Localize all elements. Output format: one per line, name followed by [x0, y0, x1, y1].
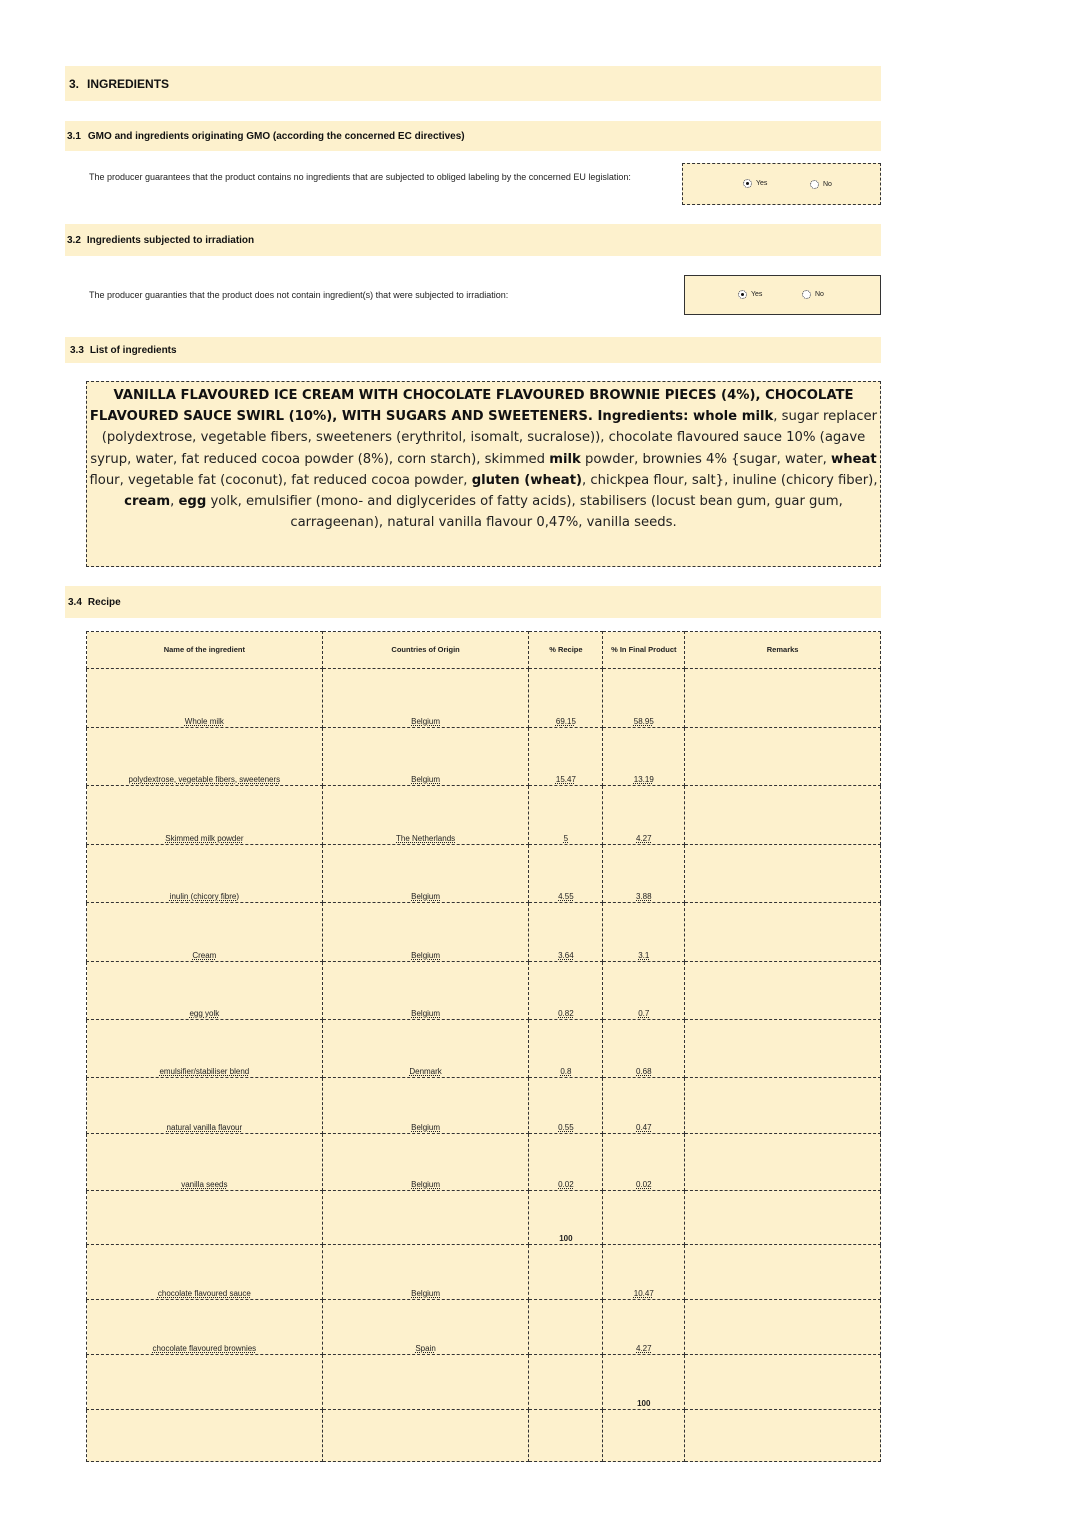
cell-value: 3.1: [638, 951, 650, 960]
cell-value: 3.64: [558, 951, 574, 960]
cell-origin[interactable]: [322, 1191, 529, 1245]
cell-recipe[interactable]: [529, 1191, 603, 1245]
cell-final[interactable]: [603, 1191, 685, 1245]
cell-value: 5: [563, 834, 569, 843]
cell-final[interactable]: [603, 728, 685, 786]
section-title: INGREDIENTS: [87, 76, 170, 91]
irradiation-yes-option[interactable]: [738, 290, 762, 299]
cell-value: inulin (chicory fibre): [169, 892, 240, 901]
ingredient-text-bold: cream: [124, 494, 171, 510]
cell-origin[interactable]: [322, 669, 529, 728]
cell-origin[interactable]: [322, 728, 529, 786]
irradiation-radio-group: [684, 275, 881, 315]
cell-origin[interactable]: [322, 1078, 529, 1134]
cell-origin[interactable]: [322, 962, 529, 1020]
cell-recipe[interactable]: [529, 728, 603, 786]
column-header-origin: Countries of Origin: [322, 632, 529, 669]
section-title: List of ingredients: [89, 344, 177, 356]
cell-value: 0.47: [636, 1123, 652, 1132]
cell-remarks[interactable]: [685, 786, 881, 845]
ingredient-text: ,: [170, 494, 179, 510]
section-3-2-header: [65, 224, 881, 256]
cell-value: chocolate flavoured sauce: [157, 1289, 251, 1298]
cell-remarks[interactable]: [685, 962, 881, 1020]
cell-name[interactable]: [87, 728, 323, 786]
gmo-yes-option[interactable]: [743, 179, 767, 188]
gmo-radio-group: [682, 163, 881, 205]
cell-value: 15.47: [555, 775, 576, 784]
cell-final[interactable]: [603, 1020, 685, 1078]
table-header-row: [87, 632, 881, 669]
cell-value: polydextrose, vegetable fibers, sweeteners: [128, 775, 281, 784]
table-row: [87, 903, 881, 962]
cell-value: 0.55: [558, 1123, 574, 1132]
cell-value: Belgium: [411, 1289, 441, 1298]
cell-value: Belgium: [411, 892, 441, 901]
radio-empty-icon[interactable]: [810, 180, 819, 189]
table-row: [87, 1355, 881, 1410]
section-3-4-header: [65, 586, 881, 618]
cell-recipe[interactable]: [529, 845, 603, 903]
ingredient-text-bold: VANILLA FLAVOURED ICE CREAM WITH CHOCOLATE FLAVOURED BROWNIE PIECES (4%), CHOCOLATE FLAVOURED SAUCE SWIRL (10%), WITH SUGARS AND SWEETENERS. Ingredients: whole milk: [89, 388, 854, 425]
table-row: [87, 1020, 881, 1078]
cell-recipe[interactable]: [529, 903, 603, 962]
radio-empty-icon[interactable]: [802, 290, 811, 299]
section-3-header: [65, 66, 881, 101]
cell-remarks[interactable]: [685, 1410, 881, 1462]
irradiation-no-option[interactable]: [802, 290, 824, 299]
ingredient-text: , chickpea flour, salt}, inuline (chicory fiber),: [582, 472, 878, 488]
cell-remarks[interactable]: [685, 1134, 881, 1191]
cell-value: Belgium: [411, 1009, 441, 1018]
section-number: 3.: [69, 76, 80, 91]
table-row: [87, 1410, 881, 1462]
table-row: [87, 786, 881, 845]
section-number: 3.2: [67, 234, 81, 246]
cell-remarks[interactable]: [685, 1078, 881, 1134]
column-header-remarks: Remarks: [685, 632, 881, 669]
table-row: [87, 1134, 881, 1191]
cell-origin[interactable]: [322, 786, 529, 845]
table-row: [87, 1078, 881, 1134]
cell-value: Spain: [415, 1344, 436, 1353]
cell-name[interactable]: [87, 1245, 323, 1300]
cell-final[interactable]: [603, 903, 685, 962]
cell-recipe[interactable]: [529, 1245, 603, 1300]
cell-origin[interactable]: [322, 1245, 529, 1300]
table-row: [87, 669, 881, 728]
cell-name[interactable]: [87, 1191, 323, 1245]
cell-remarks[interactable]: [685, 1020, 881, 1078]
cell-value: emulsifier/stabiliser blend: [159, 1067, 250, 1076]
ingredient-text-bold: milk: [549, 451, 581, 467]
cell-name[interactable]: [87, 1410, 323, 1462]
section-3-3-header: [65, 337, 881, 363]
cell-value: 69.15: [555, 717, 576, 726]
cell-final[interactable]: [603, 1355, 685, 1410]
radio-selected-icon[interactable]: [738, 290, 747, 299]
cell-recipe[interactable]: [529, 1020, 603, 1078]
cell-value: 100: [559, 1234, 573, 1243]
section-3-1-header: [65, 121, 881, 151]
cell-name[interactable]: [87, 1355, 323, 1410]
cell-remarks[interactable]: [685, 1300, 881, 1355]
cell-origin[interactable]: [322, 1300, 529, 1355]
cell-recipe[interactable]: [529, 1078, 603, 1134]
cell-value: chocolate flavoured brownies: [152, 1344, 257, 1353]
cell-name[interactable]: [87, 669, 323, 728]
cell-value: 0.68: [636, 1067, 652, 1076]
ingredient-text-bold: egg: [178, 494, 207, 510]
ingredient-text: yolk, emulsifier (mono- and diglycerides of fatty acids), stabilisers (locust bean gum, guar gum, carrageenan), natural vanilla flavour 0,47%, vanilla seeds.: [206, 494, 843, 531]
cell-final[interactable]: [603, 786, 685, 845]
cell-value: vanilla seeds: [181, 1180, 228, 1189]
cell-name[interactable]: [87, 962, 323, 1020]
cell-value: natural vanilla flavour: [166, 1123, 243, 1132]
cell-name[interactable]: [87, 1020, 323, 1078]
cell-origin[interactable]: [322, 1020, 529, 1078]
section-title: Recipe: [87, 596, 121, 608]
cell-value: Whole milk: [184, 717, 224, 726]
option-label: No: [823, 181, 832, 188]
cell-remarks[interactable]: [685, 1355, 881, 1410]
cell-value: Belgium: [411, 717, 441, 726]
cell-value: egg yolk: [189, 1009, 220, 1018]
cell-origin[interactable]: [322, 845, 529, 903]
cell-recipe[interactable]: [529, 1300, 603, 1355]
cell-remarks[interactable]: [685, 669, 881, 728]
cell-name[interactable]: [87, 903, 323, 962]
cell-value: 4.27: [636, 834, 652, 843]
cell-final[interactable]: [603, 1245, 685, 1300]
cell-remarks[interactable]: [685, 1191, 881, 1245]
cell-value: 0.82: [558, 1009, 574, 1018]
cell-recipe[interactable]: [529, 786, 603, 845]
cell-value: Belgium: [411, 951, 441, 960]
cell-value: The Netherlands: [396, 834, 456, 843]
cell-value: 4.27: [636, 1344, 652, 1353]
cell-remarks[interactable]: [685, 728, 881, 786]
cell-final[interactable]: [603, 1300, 685, 1355]
cell-name[interactable]: [87, 1134, 323, 1191]
cell-name[interactable]: [87, 1300, 323, 1355]
radio-selected-icon[interactable]: [743, 179, 752, 188]
table-row: [87, 962, 881, 1020]
cell-value: 0.8: [560, 1067, 572, 1076]
cell-final[interactable]: [603, 1078, 685, 1134]
section-number: 3.1: [67, 130, 81, 142]
cell-recipe[interactable]: [529, 1355, 603, 1410]
gmo-statement: The producer guarantees that the product contains no ingredients that are subjected to obliged labeling by the concerned EU legislation:: [89, 172, 631, 182]
cell-value: 100: [637, 1399, 651, 1408]
cell-name[interactable]: [87, 845, 323, 903]
cell-value: 58.95: [633, 717, 654, 726]
cell-remarks[interactable]: [685, 1245, 881, 1300]
ingredient-text: powder, brownies 4% {sugar, water,: [580, 451, 832, 467]
cell-value: Belgium: [411, 775, 441, 784]
option-label: No: [815, 291, 824, 298]
table-row: [87, 1300, 881, 1355]
option-label: Yes: [751, 291, 763, 298]
cell-value: Cream: [192, 951, 217, 960]
cell-value: 10.47: [633, 1289, 654, 1298]
cell-name[interactable]: [87, 1078, 323, 1134]
cell-value: Skimmed milk powder: [165, 834, 244, 843]
option-label: Yes: [756, 180, 768, 187]
cell-value: Denmark: [409, 1067, 442, 1076]
irradiation-statement: The producer guaranties that the product does not contain ingredient(s) that were subjected to irradiation:: [89, 290, 509, 300]
cell-value: 0.7: [638, 1009, 650, 1018]
section-title: GMO and ingredients originating GMO (according the concerned EC directives): [87, 130, 465, 142]
cell-remarks[interactable]: [685, 903, 881, 962]
cell-value: 4.55: [558, 892, 574, 901]
cell-final[interactable]: [603, 845, 685, 903]
recipe-table: [86, 631, 881, 1462]
ingredient-list-text[interactable]: [86, 381, 881, 567]
cell-final[interactable]: [603, 1410, 685, 1462]
cell-origin[interactable]: [322, 1134, 529, 1191]
ingredient-text: , sugar replacer (polydextrose, vegetable fibers, sweeteners (erythritol, isomalt, sucralose)), chocolate flavoured sauce 10% (agave syrup, water, fat reduced cocoa powder (8%), corn starch), skimmed: [90, 409, 878, 467]
gmo-no-option[interactable]: [810, 180, 832, 189]
column-header-name: Name of the ingredient: [87, 632, 323, 669]
section-number: 3.3: [70, 344, 84, 356]
cell-origin[interactable]: [322, 1355, 529, 1410]
table-row: [87, 1191, 881, 1245]
cell-value: 0.02: [558, 1180, 574, 1189]
cell-value: 13.19: [633, 775, 654, 784]
cell-origin[interactable]: [322, 903, 529, 962]
column-header-recipe: % Recipe: [529, 632, 603, 669]
table-row: [87, 728, 881, 786]
cell-final[interactable]: [603, 962, 685, 1020]
table-row: [87, 845, 881, 903]
cell-origin[interactable]: [322, 1410, 529, 1462]
cell-remarks[interactable]: [685, 845, 881, 903]
cell-final[interactable]: [603, 1134, 685, 1191]
cell-name[interactable]: [87, 786, 323, 845]
cell-value: 0.02: [636, 1180, 652, 1189]
cell-recipe[interactable]: [529, 962, 603, 1020]
ingredient-text-bold: gluten (wheat): [471, 472, 583, 488]
cell-value: 3.88: [636, 892, 652, 901]
cell-recipe[interactable]: [529, 1134, 603, 1191]
table-row: [87, 1245, 881, 1300]
column-header-final: % In Final Product: [603, 632, 685, 669]
ingredient-text: flour, vegetable fat (coconut), fat reduced cocoa powder,: [89, 472, 472, 488]
cell-recipe[interactable]: [529, 1410, 603, 1462]
recipe-table-body: [87, 669, 881, 1462]
section-title: Ingredients subjected to irradiation: [86, 234, 255, 246]
ingredient-text-bold: wheat: [831, 451, 877, 467]
cell-value: Belgium: [411, 1180, 441, 1189]
section-number: 3.4: [68, 596, 82, 608]
cell-final[interactable]: [603, 669, 685, 728]
cell-value: Belgium: [411, 1123, 441, 1132]
cell-recipe[interactable]: [529, 669, 603, 728]
